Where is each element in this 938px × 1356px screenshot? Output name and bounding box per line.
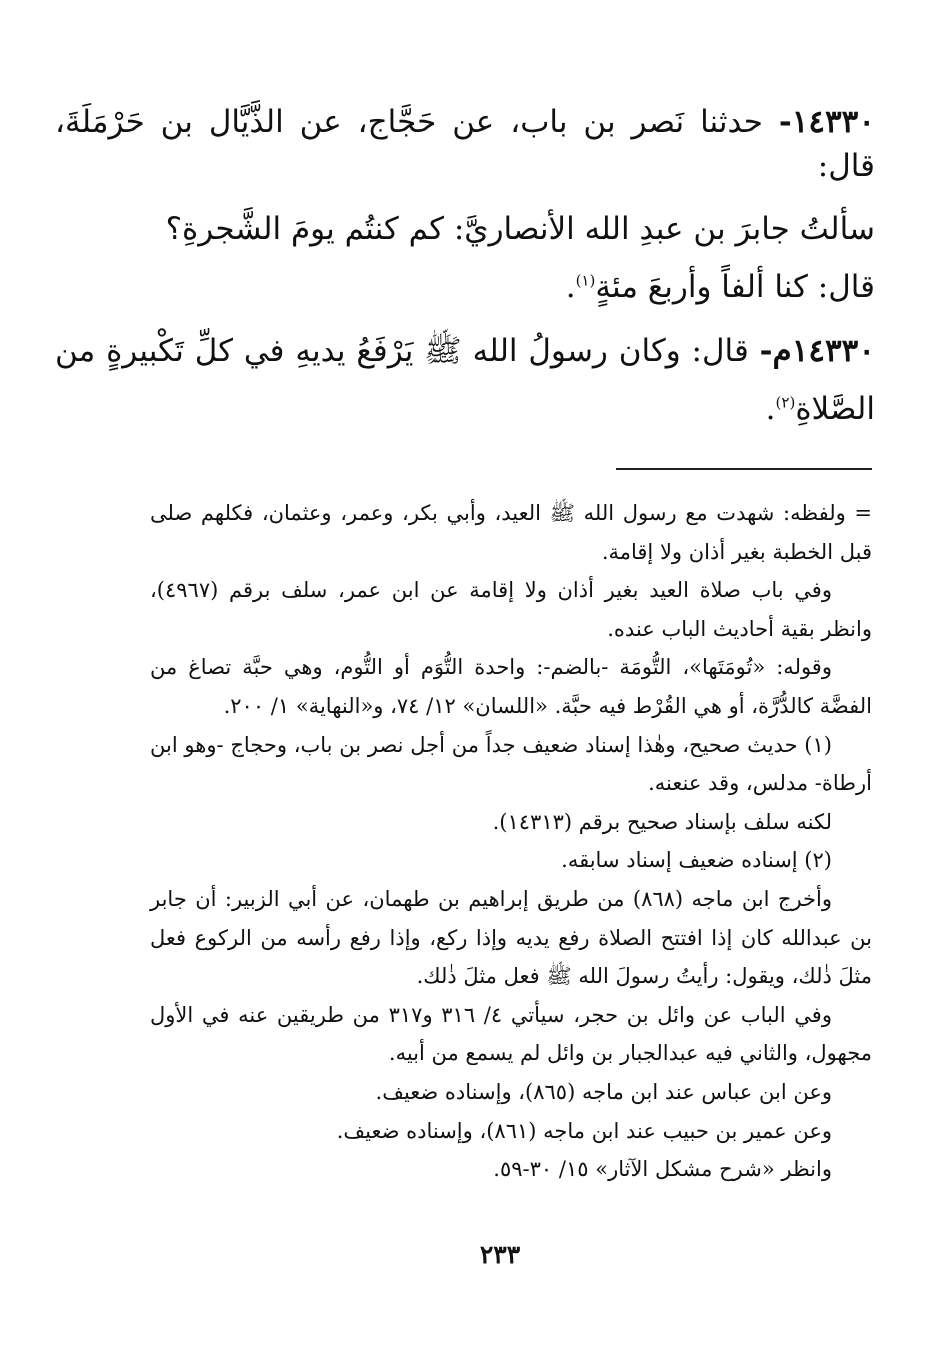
quote-line: قال: كنا ألفاً وأربعَ مئةٍ bbox=[595, 269, 875, 305]
footnote-line: وعن ابن عباس عند ابن ماجه (٨٦٥)، وإسناده ضعيف. bbox=[375, 1079, 832, 1104]
footnote-marker[interactable]: (١) bbox=[575, 271, 596, 290]
full-stop: . bbox=[765, 391, 776, 427]
footnote-line: وفي الباب عن وائل بن حجر، سيأتي ٤/ ٣١٦ و٣١٧ من طريقين عنه في الأول مجهول، والثاني فيه عبدالجبار بن وائل لم يسمع من أبيه. bbox=[150, 1002, 872, 1066]
quote-line: سألتُ جابرَ بن عبدِ الله الأنصاريَّ: كم كنتُم يومَ الشَّجرةِ؟ bbox=[165, 211, 875, 247]
hadith-text: حدثنا نَصر بن باب، عن حَجَّاج، عن الذَّيَّال بن حَرْمَلَةَ، قال: bbox=[55, 104, 875, 184]
footnote-line: (٢) إسناده ضعيف إسناد سابقه. bbox=[561, 848, 832, 873]
main-text bbox=[55, 100, 875, 438]
footnote-line: لكنه سلف بإسناد صحيح برقم (١٤٣١٣). bbox=[492, 809, 832, 834]
hadith-quote bbox=[55, 200, 875, 316]
hadith-14330 bbox=[55, 100, 875, 188]
hadith-text: قال: وكان رسولُ الله ﷺ يَرْفَعُ يديهِ في كلِّ تَكْبيرةٍ من الصَّلاةِ bbox=[55, 333, 875, 427]
hadith-number: ١٤٣٣٠- bbox=[778, 104, 875, 140]
hadith-number: ١٤٣٣٠م- bbox=[759, 333, 875, 369]
hadith-14330m bbox=[55, 322, 875, 438]
footnote-line: وعن عمير بن حبيب عند ابن ماجه (٨٦١)، وإسناده ضعيف. bbox=[336, 1118, 832, 1143]
footnote-divider bbox=[616, 468, 872, 470]
footnote-line: وأخرج ابن ماجه (٨٦٨) من طريق إبراهيم بن طهمان، عن أبي الزبير: أن جابر بن عبدالله كان إذا افتتح الصلاة رفع يديه وإذا ركع، وإذا رفع رأسه من الركوع فعل مثلَ ذٰلك، ويقول: رأيتُ رسولَ الله ﷺ فعل مثلَ ذٰلك. bbox=[150, 886, 872, 989]
full-stop: . bbox=[565, 269, 576, 305]
footnote-line: وفي باب صلاة العيد بغير أذان ولا إقامة عن ابن عمر، سلف برقم (٤٩٦٧)، وانظر بقية أحاديث الباب عنده. bbox=[150, 578, 872, 641]
footnote-line: وانظر «شرح مشكل الآثار» ١٥/ ٣٠-٥٩. bbox=[493, 1157, 832, 1182]
footnote-line: (١) حديث صحيح، وهٰذا إسناد ضعيف جداً من أجل نصر بن باب، وحجاج -وهو ابن أرطاة- مدلس، وقد عنعنه. bbox=[150, 732, 872, 796]
footnote-marker[interactable]: (٢) bbox=[775, 393, 796, 412]
footnote-line: وقوله: «تُومَتَها»، التُّومَة -بالضم-: واحدة التُّوَم أو التُّوم، وهي حبَّة تصاغ من الفضَّة كالدُّرَّة، أو هي القُرْط فيه حبَّة. «اللسان» ١٢/ ٧٤، و«النهاية» ١/ ٢٠٠. bbox=[150, 655, 872, 718]
footnote-line: = ولفظه: شهدت مع رسول الله ﷺ العيد، وأبي بكر، وعمر، وعثمان، فكلهم صلى قبل الخطبة بغير أذان ولا إقامة. bbox=[150, 501, 872, 564]
footnotes bbox=[150, 494, 872, 1189]
page-number: ٢٣٣ bbox=[479, 1240, 521, 1269]
